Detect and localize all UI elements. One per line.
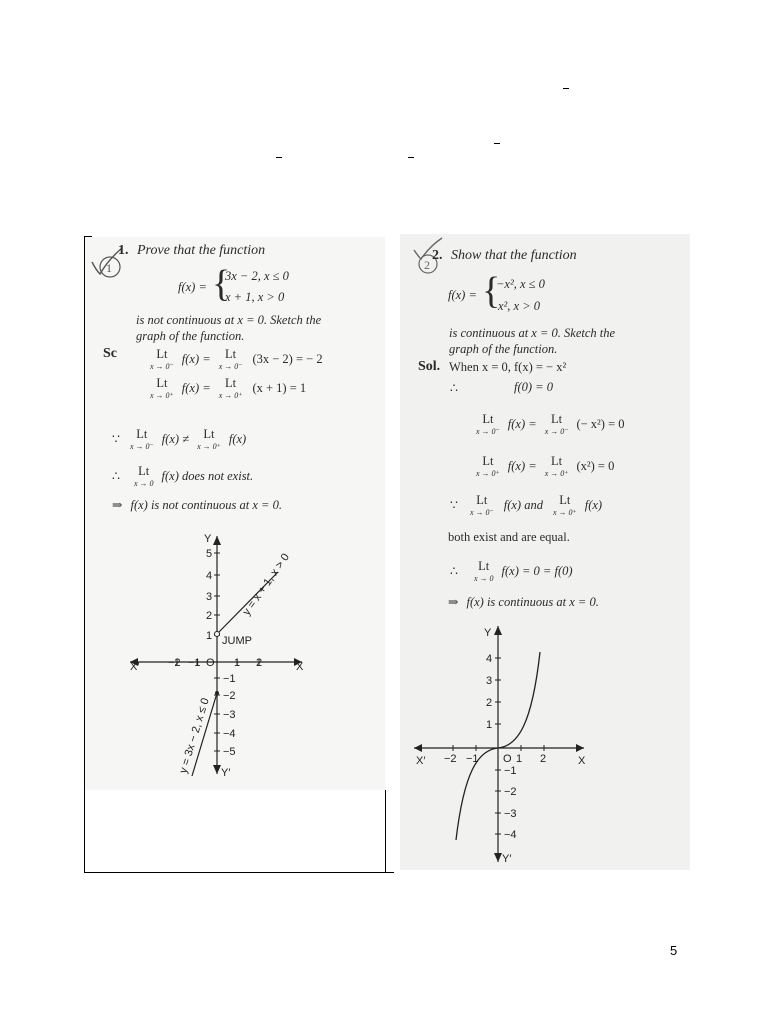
g1-x-prime: X′: [130, 661, 140, 673]
problem-1-number: 1.: [118, 243, 129, 258]
p1-conclusion: ⇒ f(x) is not continuous at x = 0.: [112, 498, 282, 512]
g1-line-lower-label: y = 3x − 2, x ≤ 0: [177, 696, 212, 775]
g1-ytick-m3: −3: [223, 709, 236, 721]
g1-ytick-m4: −4: [223, 728, 236, 740]
g1-y-arrow-top: [213, 536, 221, 545]
left-box-right-border: [385, 790, 386, 872]
p1-limit-row-1: Lt x → 0⁻ f(x) = Lt x → 0⁻ (3x − 2) = − 2: [150, 347, 323, 371]
p2-case1: −x², x ≤ 0: [496, 277, 545, 291]
p1-case1: 3x − 2, x ≤ 0: [225, 269, 289, 283]
p1-case2: x + 1, x > 0: [225, 290, 285, 304]
p2-sol-label: Sol.: [418, 359, 441, 374]
stray-dash-2: [494, 143, 500, 144]
g1-y-label: Y: [204, 533, 212, 545]
p2-case2: x², x > 0: [498, 299, 541, 313]
g1-ytick-3: 3: [206, 591, 213, 603]
p1-brace: {: [212, 263, 231, 305]
p2-statement2: is continuous at x = 0. Sketch the: [449, 326, 616, 340]
problem-2-statement: Show that the function: [451, 248, 577, 263]
g1-ytick-1: 1: [206, 630, 213, 642]
g1-ytick-m2: −2: [223, 690, 236, 702]
g1-xtick-m2: −2: [168, 657, 181, 669]
g2-xtick-m1: −1: [466, 753, 479, 765]
g2-y-prime: Y′: [502, 853, 512, 865]
p1-sol-label: Sc: [103, 346, 117, 361]
p1-limit-row-4: ∴ Lt x → 0 f(x) does not exist.: [112, 464, 254, 488]
g2-x-arrow-left: [414, 744, 422, 752]
p1-fx-label: f(x) =: [178, 280, 207, 294]
graph-2: [408, 622, 594, 868]
g1-y-arrow-bottom: [213, 765, 221, 774]
stray-dash-1: [563, 88, 569, 89]
g2-x-arrow-right: [576, 744, 584, 752]
graph-1: [120, 528, 320, 790]
g2-xtick-2: 2: [540, 753, 547, 765]
g2-y-arrow-bottom: [494, 853, 502, 862]
g1-xtick-2: 2: [256, 657, 263, 669]
g2-ytick-m4: −4: [504, 829, 517, 841]
p2-therefore-1: ∴: [450, 381, 458, 395]
p2-limit-row-1: Lt x → 0⁻ f(x) = Lt x → 0⁻ (− x²) = 0: [476, 412, 625, 436]
p2-statement3: graph of the function.: [449, 342, 558, 356]
g1-xtick-1: 1: [234, 657, 241, 669]
g1-ytick-m5: −5: [223, 746, 236, 758]
g2-ytick-4: 4: [486, 653, 493, 665]
g2-ytick-1: 1: [486, 719, 493, 731]
g1-xtick-m1: −1: [188, 657, 201, 669]
g2-x-label: X: [578, 755, 586, 767]
stray-dash-3: [276, 157, 282, 158]
g2-ytick-3: 3: [486, 675, 493, 687]
p2-brace: {: [482, 270, 501, 312]
g1-y-prime: Y′: [221, 767, 231, 779]
g2-ytick-2: 2: [486, 697, 493, 709]
g1-line-upper-label: y = x + 1, x > 0: [240, 551, 293, 618]
svg-text:2: 2: [424, 258, 430, 272]
g2-y-label: Y: [484, 627, 492, 639]
p1-statement2: is not continuous at x = 0. Sketch the: [136, 313, 322, 327]
g1-ytick-4: 4: [206, 570, 213, 582]
g1-open-point: [215, 632, 220, 637]
stray-dash-4: [408, 157, 414, 158]
g2-x-prime: X′: [416, 755, 426, 767]
p2-both: both exist and are equal.: [448, 530, 570, 544]
p2-conclusion: ⇒ f(x) is continuous at x = 0.: [448, 595, 599, 609]
p1-limit-row-3: ∵ Lt x → 0⁻ f(x) ≠ Lt x → 0⁺ f(x): [112, 427, 247, 451]
p2-limit-row-3: ∵ Lt x → 0⁻ f(x) and Lt x → 0⁺ f(x): [450, 493, 603, 517]
g1-ytick-5: 5: [206, 548, 213, 560]
g2-xtick-m2: −2: [444, 753, 457, 765]
p2-fx-label: f(x) =: [448, 288, 477, 302]
g2-ytick-m1: −1: [504, 765, 517, 777]
p2-f0: f(0) = 0: [514, 380, 553, 394]
p1-statement3: graph of the function.: [136, 329, 245, 343]
p2-when: When x = 0, f(x) = − x²: [449, 360, 567, 374]
g1-ytick-m1: −1: [223, 673, 236, 685]
problem-2-number: 2.: [432, 248, 443, 263]
p2-limit-row-4: ∴ Lt x → 0 f(x) = 0 = f(0): [450, 559, 573, 583]
g2-origin: O: [503, 753, 512, 765]
g1-x-label: X: [296, 661, 304, 673]
svg-text:1: 1: [106, 261, 112, 275]
g2-ytick-m3: −3: [504, 808, 517, 820]
p1-limit-row-2: Lt x → 0⁺ f(x) = Lt x → 0⁺ (x + 1) = 1: [150, 376, 307, 400]
g1-ytick-2: 2: [206, 610, 213, 622]
problem-1-statement: Prove that the function: [137, 243, 266, 258]
g2-y-arrow-top: [494, 626, 502, 635]
g1-origin: O: [206, 657, 215, 669]
g2-xtick-1: 1: [516, 753, 523, 765]
g2-ytick-m2: −2: [504, 786, 517, 798]
p2-limit-row-2: Lt x → 0⁺ f(x) = Lt x → 0⁺ (x²) = 0: [476, 454, 615, 478]
left-box-bottom-ext: [84, 872, 394, 873]
g1-closed-point: [215, 691, 219, 695]
g1-jump-label: JUMP: [222, 635, 252, 647]
page-number: 5: [670, 943, 678, 958]
